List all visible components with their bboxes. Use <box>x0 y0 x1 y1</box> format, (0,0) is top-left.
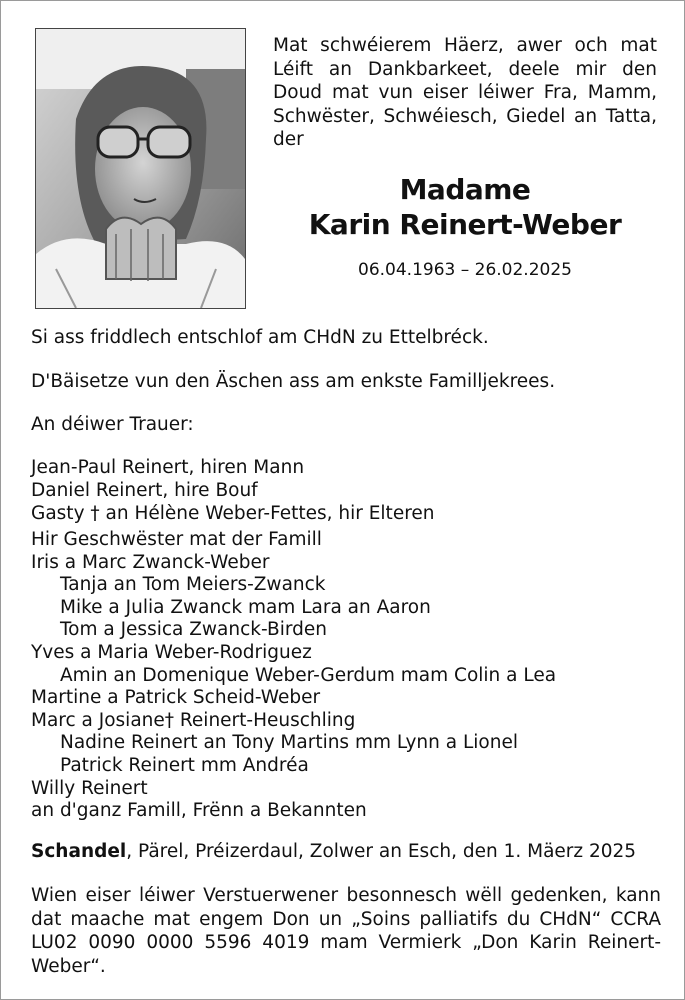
family-member: Marc a Josiane† Reinert-Heuschling <box>31 709 356 731</box>
family-member: Willy Reinert <box>31 777 148 799</box>
mourning-text: An déiwer Trauer: <box>31 414 194 435</box>
passed-paragraph <box>31 326 661 349</box>
donation-paragraph: Wien eiser léiwer Verstuerwener besonnesch wëll gedenken, kann dat maache mat engem Don un „Soins palliatifs du CHdN“ CCRA LU02 0090 0000 5596 4019 mam Vermierk „Don Karin Reinert-Weber“. <box>31 885 661 977</box>
family-member: Daniel Reinert, hire Bouf <box>31 480 258 501</box>
deceased-name <box>273 172 657 242</box>
family-member: Martine a Patrick Scheid-Weber <box>31 687 321 709</box>
mourning-paragraph <box>31 413 661 436</box>
family-member: Tanja an Tom Meiers-Zwanck <box>60 574 326 596</box>
family-member: Yves a Maria Weber-Rodriguez <box>31 641 312 663</box>
family-member: Mike a Julia Zwanck mam Lara an Aaron <box>60 596 431 618</box>
family-siblings-list <box>31 529 661 823</box>
location-bold: Schandel <box>31 841 127 862</box>
location-date-line <box>31 840 661 863</box>
passed-text: Si ass friddlech entschlof am CHdN zu Ettelbréck. <box>31 327 489 348</box>
intro-text: Mat schwéierem Häerz, awer och mat Léift an Dankbarkeet, deele mir den Doud mat vun eiser léiwer Fra, Mamm, Schwëster, Schwéiesch, Giedel an Tatta, der <box>273 35 657 150</box>
name-title: Madame <box>399 173 531 206</box>
family-member: Hir Geschwëster mat der Famill <box>31 529 322 550</box>
family-member: an d'ganz Famill, Frënn a Bekannten <box>31 800 367 822</box>
family-member: Amin an Domenique Weber-Gerdum mam Colin a Lea <box>60 664 557 686</box>
portrait-image <box>36 29 245 308</box>
family-member: Iris a Marc Zwanck-Weber <box>31 551 270 573</box>
life-dates: 06.04.1963 – 26.02.2025 <box>358 260 572 280</box>
burial-text: D'Bäisetze vun den Äschen ass am enkste Familljekrees. <box>31 371 556 392</box>
family-member: Nadine Reinert an Tony Martins mm Lynn a Lionel <box>60 732 518 754</box>
portrait-photo <box>35 28 246 309</box>
family-member: Tom a Jessica Zwanck-Birden <box>60 619 327 641</box>
burial-paragraph <box>31 370 661 393</box>
family-primary-list <box>31 456 661 525</box>
family-member: Gasty † an Hélène Weber-Fettes, hir Elteren <box>31 503 435 524</box>
location-rest: , Pärel, Préizerdaul, Zolwer an Esch, den 1. Mäerz 2025 <box>126 841 637 862</box>
family-member: Patrick Reinert mm Andréa <box>60 754 309 776</box>
name-full: Karin Reinert-Weber <box>308 208 622 241</box>
family-member: Jean-Paul Reinert, hiren Mann <box>31 457 305 478</box>
